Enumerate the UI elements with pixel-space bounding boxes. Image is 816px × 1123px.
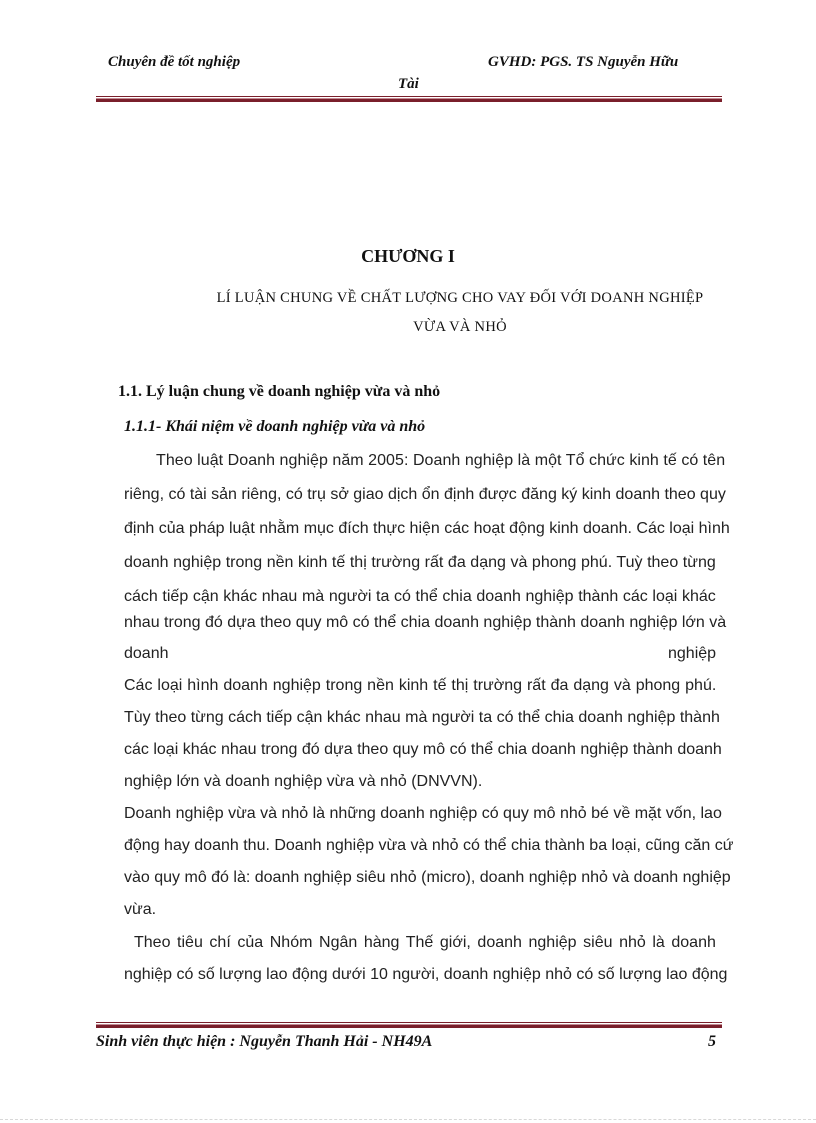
page-number: 5 <box>708 1033 716 1050</box>
chapter-title: CHƯƠNG I <box>361 246 455 266</box>
header-course-title: Chuyên đề tốt nghiệp <box>108 54 241 70</box>
chapter-subtitle-line-2: VỪA VÀ NHỎ <box>413 319 507 335</box>
body-line: nghiệp có số lượng lao động dưới 10 người, doanh nghiệp nhỏ có số lượng lao động <box>124 966 728 983</box>
body-line: nhau trong đó dựa theo quy mô có thể chia doanh nghiệp thành doanh nghiệp lớn và <box>124 614 727 631</box>
body-line: vừa. <box>124 901 157 918</box>
body-line: riêng, có tài sản riêng, có trụ sở giao dịch ổn định được đăng ký kinh doanh theo quy <box>124 486 726 503</box>
body-line: vào quy mô đó là: doanh nghiệp siêu nhỏ (micro), doanh nghiệp nhỏ và doanh nghiệp <box>124 869 731 886</box>
section-subheading: 1.1.1- Khái niệm về doanh nghiệp vừa và nhỏ <box>124 418 426 435</box>
page-edge <box>0 1119 816 1121</box>
body-line: Theo tiêu chí của Nhóm Ngân hàng Thế giới, doanh nghiệp siêu nhỏ là doanh <box>134 934 716 951</box>
body-line: nghiệp lớn và doanh nghiệp vừa và nhỏ (DNVVN). <box>124 773 483 790</box>
body-line: doanh <box>124 645 169 662</box>
body-line: Doanh nghiệp vừa và nhỏ là những doanh nghiệp có quy mô nhỏ bé về mặt vốn, lao <box>124 805 722 822</box>
footer-author: Sinh viên thực hiện : Nguyễn Thanh Hải - NH49A <box>96 1033 433 1050</box>
body-line: Theo luật Doanh nghiệp năm 2005: Doanh nghiệp là một Tổ chức kinh tế có tên <box>156 452 726 469</box>
header-rule <box>96 96 722 102</box>
header-advisor-continued: Tài <box>398 76 419 92</box>
body-line: các loại khác nhau trong đó dựa theo quy mô có thể chia doanh nghiệp thành doanh <box>124 741 722 758</box>
header-advisor: GVHD: PGS. TS Nguyễn Hữu <box>488 54 679 70</box>
body-line: định của pháp luật nhằm mục đích thực hiện các hoạt động kinh doanh. Các loại hình <box>124 520 730 537</box>
body-line: nghiệp <box>668 645 717 662</box>
chapter-subtitle-line-1: LÍ LUẬN CHUNG VỀ CHẤT LƯỢNG CHO VAY ĐỐI VỚI DOANH NGHIỆP <box>216 290 704 306</box>
body-line: doanh nghiệp trong nền kinh tế thị trường rất đa dạng và phong phú. Tuỳ theo từng <box>124 554 716 571</box>
chapter-subtitle <box>180 284 740 342</box>
body-line: Tùy theo từng cách tiếp cận khác nhau mà người ta có thể chia doanh nghiệp thành <box>124 709 720 726</box>
footer-rule <box>96 1022 722 1028</box>
body-line: cách tiếp cận khác nhau mà người ta có thể chia doanh nghiệp thành các loại khác <box>124 588 716 605</box>
body-line: Các loại hình doanh nghiệp trong nền kinh tế thị trường rất đa dạng và phong phú. <box>124 677 717 694</box>
body-line: động hay doanh thu. Doanh nghiệp vừa và nhỏ có thể chia thành ba loại, cũng căn cứ <box>124 837 734 854</box>
section-heading: 1.1. Lý luận chung về doanh nghiệp vừa và nhỏ <box>118 383 441 400</box>
